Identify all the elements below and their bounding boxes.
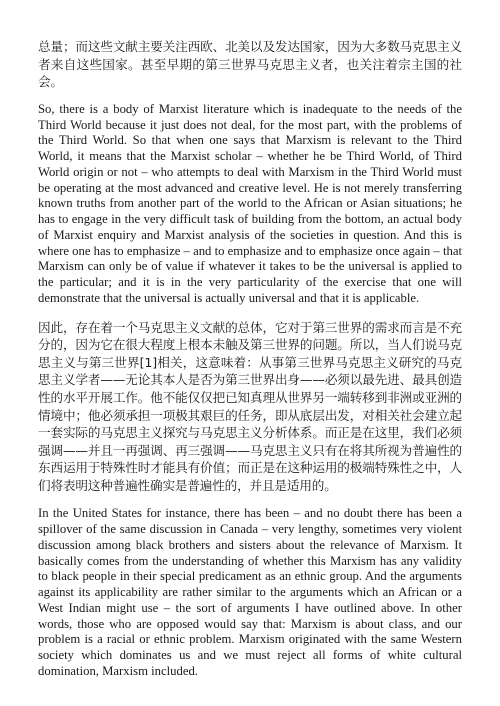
paragraph-chinese-2: 因此，存在着一个马克思主义文献的总体，它对于第三世界的需求而言是不充分的，因为它在很大程度上根本未触及第三世界的问题。所以，当人们说马克思主义与第三世界[1]相关，这意味着：从事第三世界马克思主义研究的马克思主义学者——无论其本人是否为第三世界出身——必须以最先进、最具创造性的水平开展工作。他不能仅仅把已知真理从世界另一端转移到非洲或亚洲的情境中；他必须承担一项极其艰巨的任务，即从底层出发，对相关社会建立起一套实际的马克思主义探究与马克思主义分析体系。而正是在这里，我们必须强调——并且一再强调、再三强调——马克思主义只有在将其所视为普遍性的东西运用于特殊性时才能具有价值；而正是在这种运用的极端特殊性之中，人们将表明这种普遍性确实是普遍性的，并且是适用的。 [38,319,462,493]
paragraph-chinese-1: 总量；而这些文献主要关注西欧、北美以及发达国家，因为大多数马克思主义者来自这些国家。甚至早期的第三世界马克思主义者，也关注着宗主国的社会。 [38,39,462,90]
paragraph-english-2: In the United States for instance, there has been – and no doubt there has been a spillover of the same discussion in Canada – very lengthy, sometimes very violent discussion among black brothers and sisters about the relevance of Marxism. It basically comes from the understanding of whether this Marxism has any validity to black people in their special predicament as an ethnic group. And the arguments against its applicability are rather similar to the arguments which an African or a West Indian might use – the sort of arguments I have outlined above. In other words, those who are opposed would say that: Marxism is about class, and our problem is a racial or ethnic problem. Marxism originated with the same Western society which dominates us and we must reject all forms of white cultural domination, Marxism included. [38,506,462,678]
paragraph-english-1: So, there is a body of Marxist literature which is inadequate to the needs of the Third World because it just does not deal, for the most part, with the problems of the Third World. So that when one says that Marxism is relevant to the Third World, it means that the Marxist scholar – whether he be Third World, of Third World origin or not – who attempts to deal with Marxism in the Third World must be operating at the most advanced and creative level. He is not merely transferring known truths from another part of the world to the African or Asian situations; he has to engage in the very difficult task of building from the bottom, an actual body of Marxist enquiry and Marxist analysis of the societies in question. And this is where one has to emphasize – and to emphasize and to emphasize once again – that Marxism can only be of value if whatever it takes to be the universal is applied to the particular; and it is in the very particularity of the exercise that one will demonstrate that the universal is actually universal and that it is applicable. [38,101,462,305]
document-page [38,38,462,680]
